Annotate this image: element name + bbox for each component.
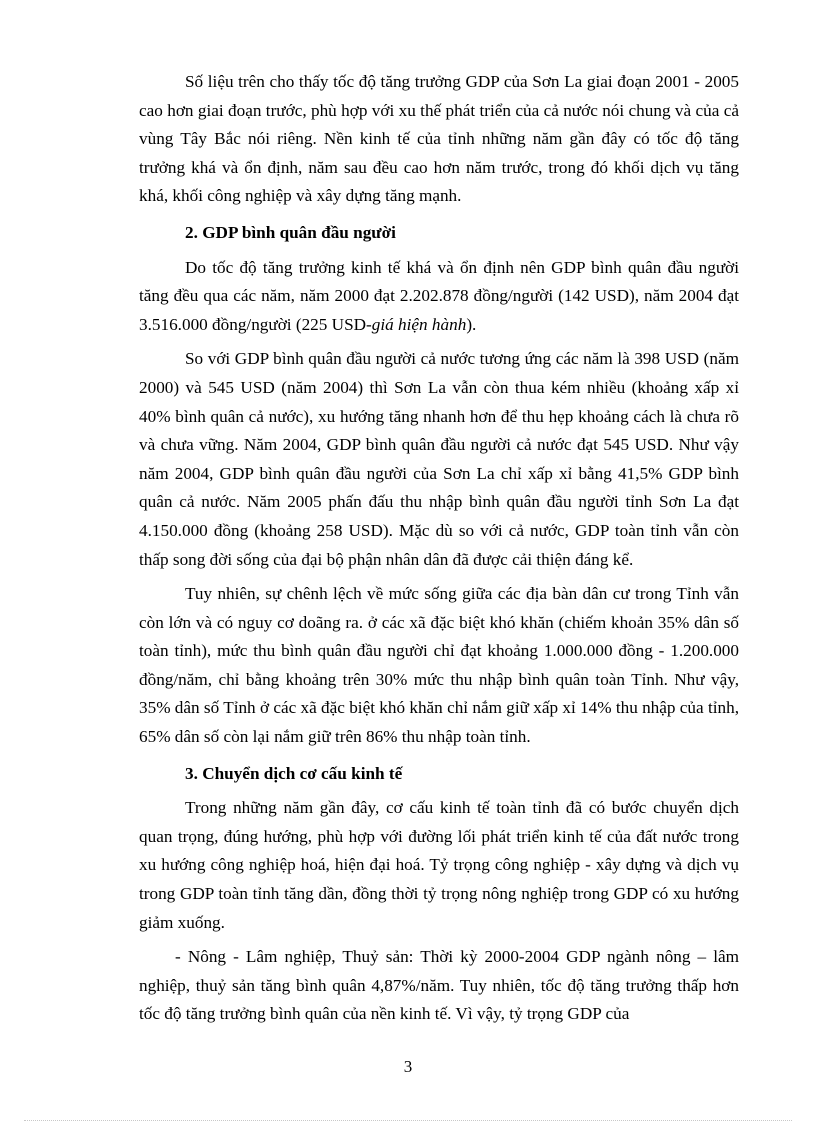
heading-gdp-per-capita: 2. GDP bình quân đầu người	[185, 222, 396, 242]
paragraph-income-gap: Tuy nhiên, sự chênh lệch về mức sống giữa các địa bàn dân cư trong Tỉnh vẫn còn lớn và có nguy cơ doãng ra. ở các xã đặc biệt khó khăn (chiếm khoản 35% dân số toàn tỉnh), mức thu bình quân đầu người chỉ đạt khoảng 1.000.000 đồng - 1.200.000 đồng/năm, chỉ bằng khoảng trên 30% mức thu nhập bình quân toàn Tỉnh. Như vậy, 35% dân số Tỉnh ở các xã đặc biệt khó khăn chỉ nắm giữ xấp xỉ 14% thu nhập của tỉnh, 65% dân số còn lại nắm giữ trên 86% thu nhập toàn tỉnh.	[139, 584, 739, 747]
heading-economic-restructuring: 3. Chuyển dịch cơ cấu kinh tế	[185, 763, 403, 783]
page-number: 3	[403, 1057, 413, 1076]
paragraph-economic-restructuring: Trong những năm gần đây, cơ cấu kinh tế toàn tỉnh đã có bước chuyển dịch quan trọng, đúng hướng, phù hợp với đường lối phát triển kinh tế của đất nước trong xu hướng công nghiệp hoá, hiện đại hoá. Tỷ trọng công nghiệp - xây dựng và dịch vụ trong GDP toàn tỉnh tăng dần, đồng thời tỷ trọng nông nghiệp trong GDP có xu hướng giảm xuống.	[139, 798, 739, 932]
paragraph-gdp-growth: Số liệu trên cho thấy tốc độ tăng trưởng GDP của Sơn La giai đoạn 2001 - 2005 cao hơn giai đoạn trước, phù hợp với xu thế phát triển của cả nước nói chung và của cả vùng Tây Bắc nói riêng. Nền kinh tế của tỉnh những năm gần đây có tốc độ tăng trưởng khá và ổn định, năm sau đều cao hơn năm trước, trong đó khối dịch vụ tăng khá, khối công nghiệp và xây dựng tăng mạnh.	[139, 72, 739, 206]
footer-divider	[24, 1120, 792, 1121]
paragraph-gdp-per-capita-text: Do tốc độ tăng trưởng kinh tế khá và ổn định nên GDP bình quân đầu người tăng đều qua các năm, năm 2000 đạt 2.202.878 đồng/người (142 USD), năm 2004 đạt 3.516.000 đồng/người (225 USD-	[139, 257, 739, 334]
document-body	[139, 68, 739, 1029]
paragraph-gdp-per-capita-end: ).	[466, 314, 477, 334]
paragraph-national-comparison: So với GDP bình quân đầu người cả nước tương ứng các năm là 398 USD (năm 2000) và 545 USD (năm 2004) thì Sơn La vẫn còn thua kém nhiều (khoảng xấp xỉ 40% bình quân cả nước), xu hướng tăng nhanh hơn để thu hẹp khoảng cách là chưa rõ và chưa vững. Năm 2004, GDP bình quân đầu người cả nước đạt 545 USD. Như vậy năm 2004, GDP bình quân đầu người của Sơn La chỉ xấp xỉ bằng 41,5% GDP bình quân cả nước. Năm 2005 phấn đấu thu nhập bình quân đầu người tỉnh Sơn La đạt 4.150.000 đồng (khoảng 258 USD). Mặc dù so với cả nước, GDP toàn tỉnh vẫn còn thấp song đời sống của đại bộ phận nhân dân đã được cải thiện đáng kể.	[139, 349, 739, 569]
paragraph-gdp-per-capita	[139, 254, 739, 340]
italic-current-price: giá hiện hành	[371, 314, 467, 334]
paragraph-agriculture: - Nông - Lâm nghiệp, Thuỷ sản: Thời kỳ 2000-2004 GDP ngành nông – lâm nghiệp, thuỷ sản tăng bình quân 4,87%/năm. Tuy nhiên, tốc độ tăng trưởng thấp hơn tốc độ tăng trưởng bình quân của nền kinh tế. Vì vậy, tỷ trọng GDP của	[139, 947, 739, 1024]
